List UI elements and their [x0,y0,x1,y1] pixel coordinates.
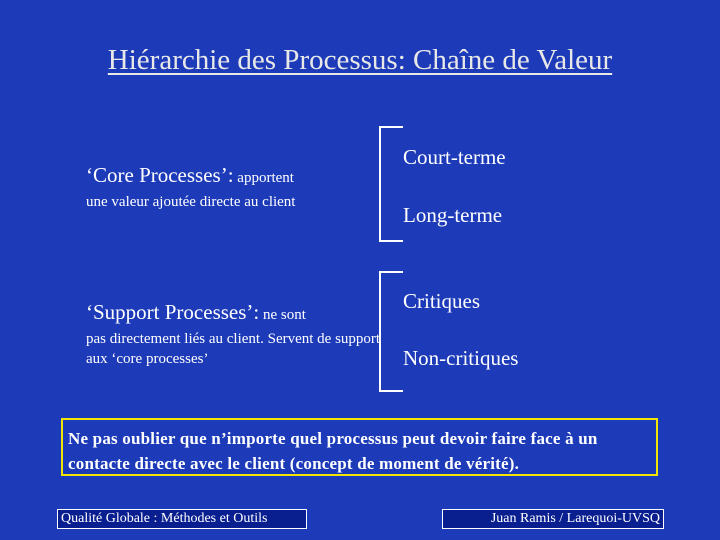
core-bracket [379,126,403,242]
moment-of-truth-note: Ne pas oublier que n’importe quel processus peut devoir faire face à un contacte directe avec le client (concept de moment de vérité). [61,418,658,476]
support-processes-heading-tail: ne sont [259,307,306,323]
critical-label: Critiques [403,289,480,313]
non-critical-label: Non-critiques [403,346,519,370]
support-processes-heading [86,300,306,325]
footer-course-title: Qualité Globale : Méthodes et Outils [57,509,307,529]
short-term-label: Court-terme [403,145,506,169]
support-processes-description: pas directement liés au client. Servent de support aux ‘core processes’ [86,331,381,367]
core-processes-heading-tail: apportent [233,170,294,186]
slide-title: Hiérarchie des Processus: Chaîne de Valeur [107,44,613,76]
footer-author: Juan Ramis / Larequoi-UVSQ [442,509,664,529]
support-bracket [379,271,403,392]
long-term-label: Long-terme [403,203,503,227]
core-processes-label: ‘Core Processes’: [86,163,234,187]
core-processes-description: une valeur ajoutée directe au client [86,194,296,210]
support-processes-label: ‘Support Processes’: [86,300,260,324]
core-processes-heading [86,163,294,188]
